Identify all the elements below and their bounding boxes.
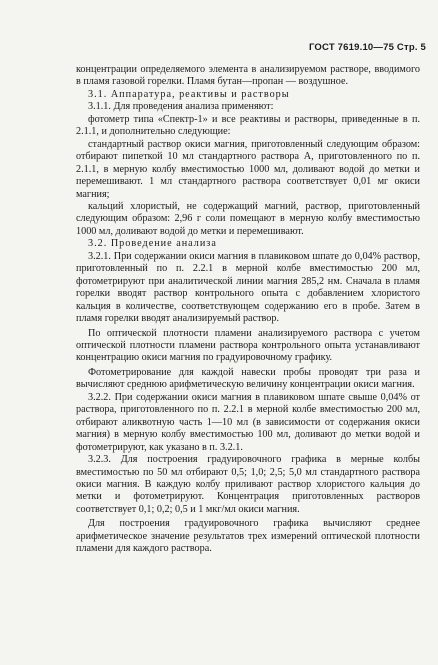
paragraph-photometry: Фотометрирование для каждой навески пробы проводят три раза и вычисляют среднюю арифметическую величину концентрации окиси магния. bbox=[76, 366, 420, 391]
section-heading-apparatus: 3.1. Аппаратура, реактивы и растворы bbox=[88, 88, 290, 100]
paragraph-photometer: фотометр типа «Спектр-1» и все реактивы и растворы, приведенные в п. 2.1.1, и дополнительно следующие: bbox=[76, 113, 420, 138]
paragraph-3-1-1: 3.1.1. Для проведения анализа применяют: bbox=[88, 101, 274, 113]
paragraph-calcium-chloride: кальций хлористый, не содержащий магний, раствор, приготовленный следующим образом: 2,96 г соли помещают в мерную колбу вместимостью 1000 мл, доливают водой до метки и перемешивают. bbox=[76, 200, 420, 237]
paragraph-optical-density: По оптической плотности пламени анализируемого раствора с учетом оптической плотности пламени раствора контрольного опыта устанавливают концентрацию окиси магния по градуировочному графику. bbox=[76, 327, 420, 364]
section-heading-analysis: 3.2. Проведение анализа bbox=[88, 238, 217, 250]
paragraph-3-2-1: 3.2.1. При содержании окиси магния в плавиковом шпате до 0,04% раствор, приготовленный по п. 2.2.1 в мерной колбе вместимостью 200 мл, фотометрируют при аналитической линии магния 285,2 нм. Сначала в пламя горелки вводят раствор контрольного опыта с добавлением хлористого кальция в количестве, соответствующем содержанию его в пробе. Затем в пламя горелки вводят анализируемый раствор. bbox=[76, 250, 420, 325]
paragraph-3-2-3: 3.2.3. Для построения градуировочного графика в мерные колбы вместимостью по 50 мл отбирают 0,5; 1,0; 2,5; 5,0 мл стандартного раствора окиси магния. В каждую колбу приливают раствор хлористого кальция до метки и фотометрируют. Концентрация приготовленных растворов соответствует 0,1; 0,2; 0,5 и 1 мкг/мл окиси магния. bbox=[76, 454, 420, 515]
document-body bbox=[76, 64, 420, 556]
paragraph-continuation: концентрации определяемого элемента в анализируемом растворе, вводимого в пламя газовой горелки. Пламя бутан—пропан — воздушное. bbox=[76, 64, 420, 88]
paragraph-3-2-2: 3.2.2. При содержании окиси магния в плавиковом шпате свыше 0,04% от раствора, приготовленного по п. 2.2.1 в мерной колбе вместимостью 200 мл, отбирают аликвотную часть 1—10 мл (в зависимости от содержания окиси магния) в мерную колбу вместимостью 100 мл, доливают до метки водой и фотометрируют, как указано в п. 3.2.1. bbox=[76, 391, 420, 453]
page-header: ГОСТ 7619.10—75 Стр. 5 bbox=[308, 42, 426, 53]
paragraph-calibration: Для построения градуировочного графика вычисляют среднее арифметическое значение результатов трех измерений оптической плотности пламени для каждого раствора. bbox=[76, 518, 420, 555]
paragraph-standard-solution: стандартный раствор окиси магния, приготовленный следующим образом: отбирают пипеткой 10 мл стандартного раствора А, приготовленного по п. 2.1.1, в мерную колбу вместимостью 1000 мл, доливают водой до метки и перемешивают. 1 мл стандартного раствора соответствует 0,01 мг окиси магния; bbox=[76, 138, 420, 200]
